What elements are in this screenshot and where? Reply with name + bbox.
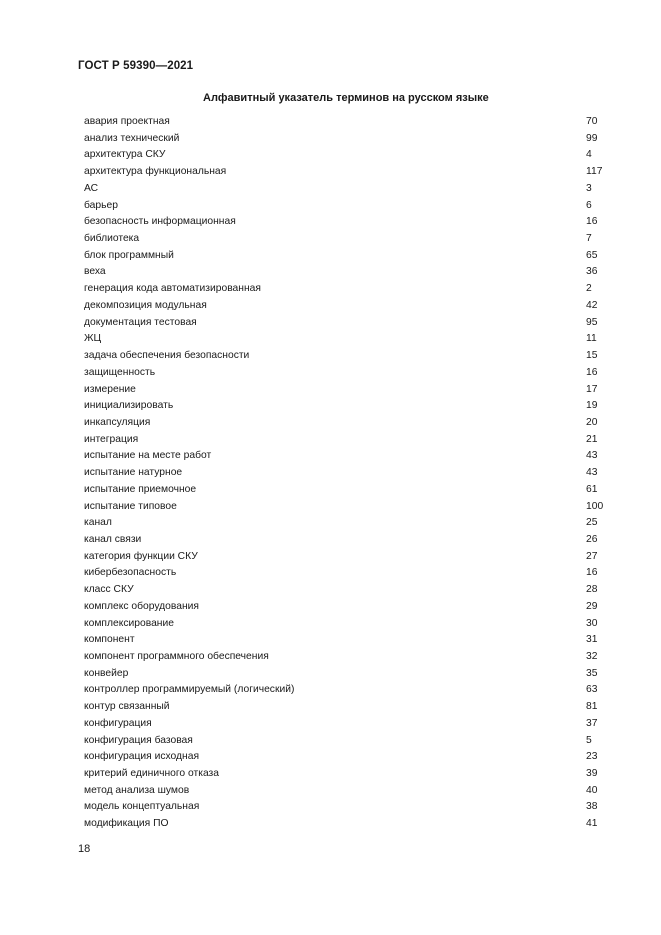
index-entry (84, 131, 604, 148)
index-entry (84, 432, 604, 449)
index-entry (84, 816, 604, 833)
index-entry-page: 41 (586, 818, 598, 830)
index-entry-page: 43 (586, 450, 598, 462)
index-entry-page: 17 (586, 383, 598, 395)
index-entry (84, 549, 604, 566)
index-entry (84, 482, 604, 499)
index-entry-term: контроллер программируемый (логический) (84, 684, 295, 696)
index-entry-term: конфигурация (84, 717, 152, 729)
index-entry-term: безопасность информационная (84, 216, 236, 228)
index-entry (84, 114, 604, 131)
index-entry-term: испытание приемочное (84, 483, 197, 495)
index-title: Алфавитный указатель терминов на русском языке (203, 92, 489, 104)
index-entry (84, 147, 604, 164)
index-entry-term: генерация кода автоматизированная (84, 283, 261, 295)
index-entry (84, 716, 604, 733)
index-entry-term: ЖЦ (84, 333, 102, 345)
index-entry (84, 315, 604, 332)
index-entry-page: 99 (586, 132, 598, 144)
index-entry (84, 616, 604, 633)
index-entry-term: конфигурация исходная (84, 751, 200, 763)
index-entry (84, 499, 604, 516)
index-entry-term: компонент (84, 634, 135, 646)
index-entry (84, 465, 604, 482)
index-entry-term: категория функции СКУ (84, 550, 198, 562)
index-entry (84, 348, 604, 365)
index-entry-page: 19 (586, 400, 598, 412)
index-entry-page: 23 (586, 751, 598, 763)
index-entry-page: 43 (586, 467, 598, 479)
index-entry-term: веха (84, 266, 106, 278)
index-entry-page: 7 (586, 233, 592, 245)
index-entry-term: блок программный (84, 249, 174, 261)
index-entry-page: 95 (586, 316, 598, 328)
index-entry-term: архитектура функциональная (84, 166, 227, 178)
index-entry (84, 783, 604, 800)
index-entry-page: 70 (586, 116, 598, 127)
index-entry-term: барьер (84, 199, 118, 211)
index-entry (84, 382, 604, 399)
index-entry-page: 35 (586, 667, 598, 679)
index-entry-page: 117 (586, 166, 603, 178)
index-entry (84, 632, 604, 649)
index-entry-term: испытание типовое (84, 500, 177, 512)
index-entry-page: 39 (586, 768, 598, 780)
index-entry-page: 65 (586, 249, 598, 261)
index-entry-term: канал (84, 517, 112, 529)
index-entry-term: модель концептуальная (84, 801, 200, 813)
index-entry-term: контур связанный (84, 701, 170, 713)
index-entry-page: 38 (586, 801, 598, 813)
page-number: 18 (78, 843, 91, 855)
index-entry-page: 100 (586, 500, 604, 512)
index-list (84, 114, 604, 833)
index-entry-term: испытание на месте работ (84, 450, 212, 462)
index-entry (84, 666, 604, 683)
index-entry (84, 231, 604, 248)
index-entry (84, 331, 604, 348)
index-entry-term: АС (84, 182, 99, 194)
index-entry-term: задача обеспечения безопасности (84, 350, 250, 362)
index-entry (84, 682, 604, 699)
index-entry-page: 42 (586, 299, 598, 311)
index-entry-term: модификация ПО (84, 818, 169, 830)
index-entry-term: инициализировать (84, 400, 174, 412)
index-entry (84, 365, 604, 382)
index-entry-page: 15 (586, 350, 598, 362)
index-entry-term: документация тестовая (84, 316, 197, 328)
index-entry-term: конфигурация базовая (84, 734, 193, 746)
index-entry-term: инкапсуляция (84, 416, 151, 428)
index-entry (84, 415, 604, 432)
index-entry (84, 565, 604, 582)
index-entry-page: 27 (586, 550, 598, 562)
index-entry-page: 21 (586, 433, 598, 445)
index-entry-term: испытание натурное (84, 467, 183, 479)
index-entry (84, 515, 604, 532)
index-entry-term: защищенность (84, 366, 156, 378)
index-entry-term: анализ технический (84, 132, 180, 144)
index-entry (84, 733, 604, 750)
index-entry (84, 649, 604, 666)
index-entry-term: компонент программного обеспечения (84, 651, 269, 662)
index-entry-page: 63 (586, 684, 598, 696)
index-entry-page: 20 (586, 416, 598, 428)
index-entry (84, 448, 604, 465)
index-entry (84, 281, 604, 298)
index-entry-page: 16 (586, 366, 598, 378)
index-entry (84, 264, 604, 281)
index-entry-term: метод анализа шумов (84, 784, 190, 796)
index-entry-term: комплекс оборудования (84, 600, 199, 612)
index-entry-term: измерение (84, 383, 136, 395)
index-entry (84, 248, 604, 265)
index-entry-page: 26 (586, 533, 598, 545)
index-entry-page: 6 (586, 199, 592, 211)
doc-code: ГОСТ Р 59390—2021 (78, 60, 194, 72)
index-entry-page: 2 (586, 283, 592, 295)
index-entry (84, 532, 604, 549)
index-entry-term: архитектура СКУ (84, 149, 166, 161)
index-entry-term: авария проектная (84, 116, 170, 127)
index-entry-term: критерий единичного отказа (84, 768, 220, 780)
index-entry-term: класс СКУ (84, 584, 134, 596)
index-entry-page: 25 (586, 517, 598, 529)
index-entry-page: 16 (586, 216, 598, 228)
index-entry-term: декомпозиция модульная (84, 299, 207, 311)
index-entry (84, 198, 604, 215)
index-entry-page: 36 (586, 266, 598, 278)
index-entry-page: 16 (586, 567, 598, 579)
index-entry-term: канал связи (84, 533, 142, 545)
index-entry-term: интеграция (84, 433, 139, 445)
index-entry (84, 799, 604, 816)
index-entry-term: библиотека (84, 233, 140, 245)
index-entry-page: 30 (586, 617, 598, 629)
index-entry-page: 5 (586, 734, 592, 746)
index-entry (84, 398, 604, 415)
index-entry-page: 40 (586, 784, 598, 796)
index-entry-term: конвейер (84, 667, 129, 679)
index-entry (84, 214, 604, 231)
index-entry-page: 4 (586, 149, 592, 161)
index-entry (84, 164, 604, 181)
index-entry (84, 749, 604, 766)
index-entry (84, 699, 604, 716)
index-entry-page: 61 (586, 483, 598, 495)
index-entry (84, 766, 604, 783)
index-entry (84, 298, 604, 315)
index-entry (84, 582, 604, 599)
index-entry-page: 3 (586, 182, 592, 194)
index-entry (84, 181, 604, 198)
index-entry-page: 81 (586, 701, 598, 713)
index-entry-page: 11 (586, 333, 597, 345)
index-entry (84, 599, 604, 616)
index-entry-page: 37 (586, 717, 598, 729)
index-entry-page: 32 (586, 651, 598, 662)
index-entry-page: 29 (586, 600, 598, 612)
index-entry-term: кибербезопасность (84, 567, 177, 579)
index-entry-term: комплексирование (84, 617, 174, 629)
index-entry-page: 28 (586, 584, 598, 596)
index-entry-page: 31 (586, 634, 598, 646)
